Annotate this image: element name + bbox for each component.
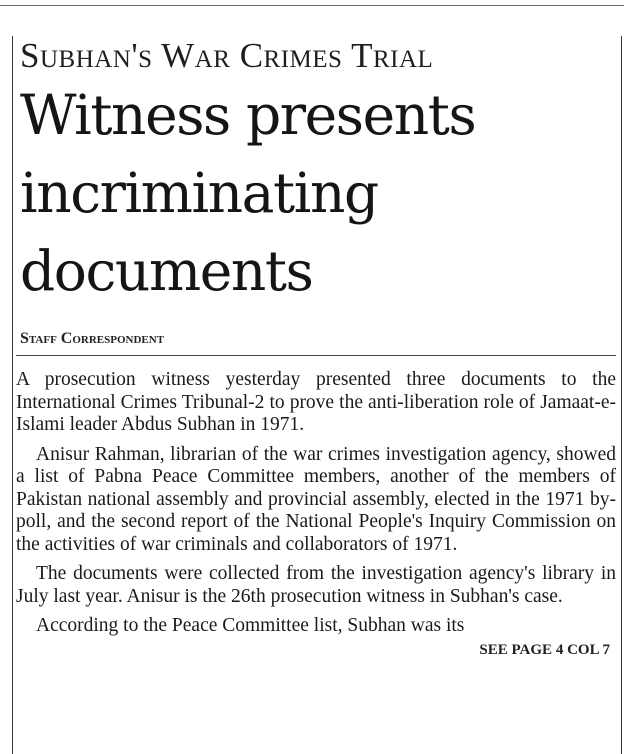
article-kicker: Subhan's War Crimes Trial <box>20 36 434 75</box>
article-body <box>16 369 616 638</box>
body-paragraph-3: The documents were collected from the investigation agency's library in July last year. Anisur is the 26th prosecution witness in Subhan's case. <box>16 563 616 607</box>
continued-jump-line: SEE PAGE 4 COL 7 <box>479 641 610 658</box>
body-paragraph-4: According to the Peace Committee list, Subhan was its <box>36 615 465 636</box>
article-byline: Staff Correspondent <box>20 330 165 347</box>
article-headline <box>20 76 612 310</box>
body-paragraph-1: A prosecution witness yesterday presented three documents to the International Crimes Tribunal-2 to prove the anti-liberation role of Jamaat-e-Islami leader Abdus Subhan in 1971. <box>16 369 616 435</box>
headline-line-3: documents <box>20 239 313 303</box>
left-column-rule <box>12 36 13 754</box>
body-paragraph-2: Anisur Rahman, librarian of the war crimes investigation agency, showed a list of Pabna Peace Committee members, another of the members of Pakistan national assembly and provincial assembly, elected in the 1971 by-poll, and the second report of the National People's Inquiry Commission on the activities of war criminals and collaborators of 1971. <box>16 443 616 555</box>
news-article <box>16 36 616 659</box>
headline-line-1: Witness presents <box>20 83 476 147</box>
right-column-rule <box>621 36 622 754</box>
byline-divider <box>16 355 616 356</box>
headline-line-2: incriminating <box>20 161 378 225</box>
top-border-rule <box>0 5 624 6</box>
